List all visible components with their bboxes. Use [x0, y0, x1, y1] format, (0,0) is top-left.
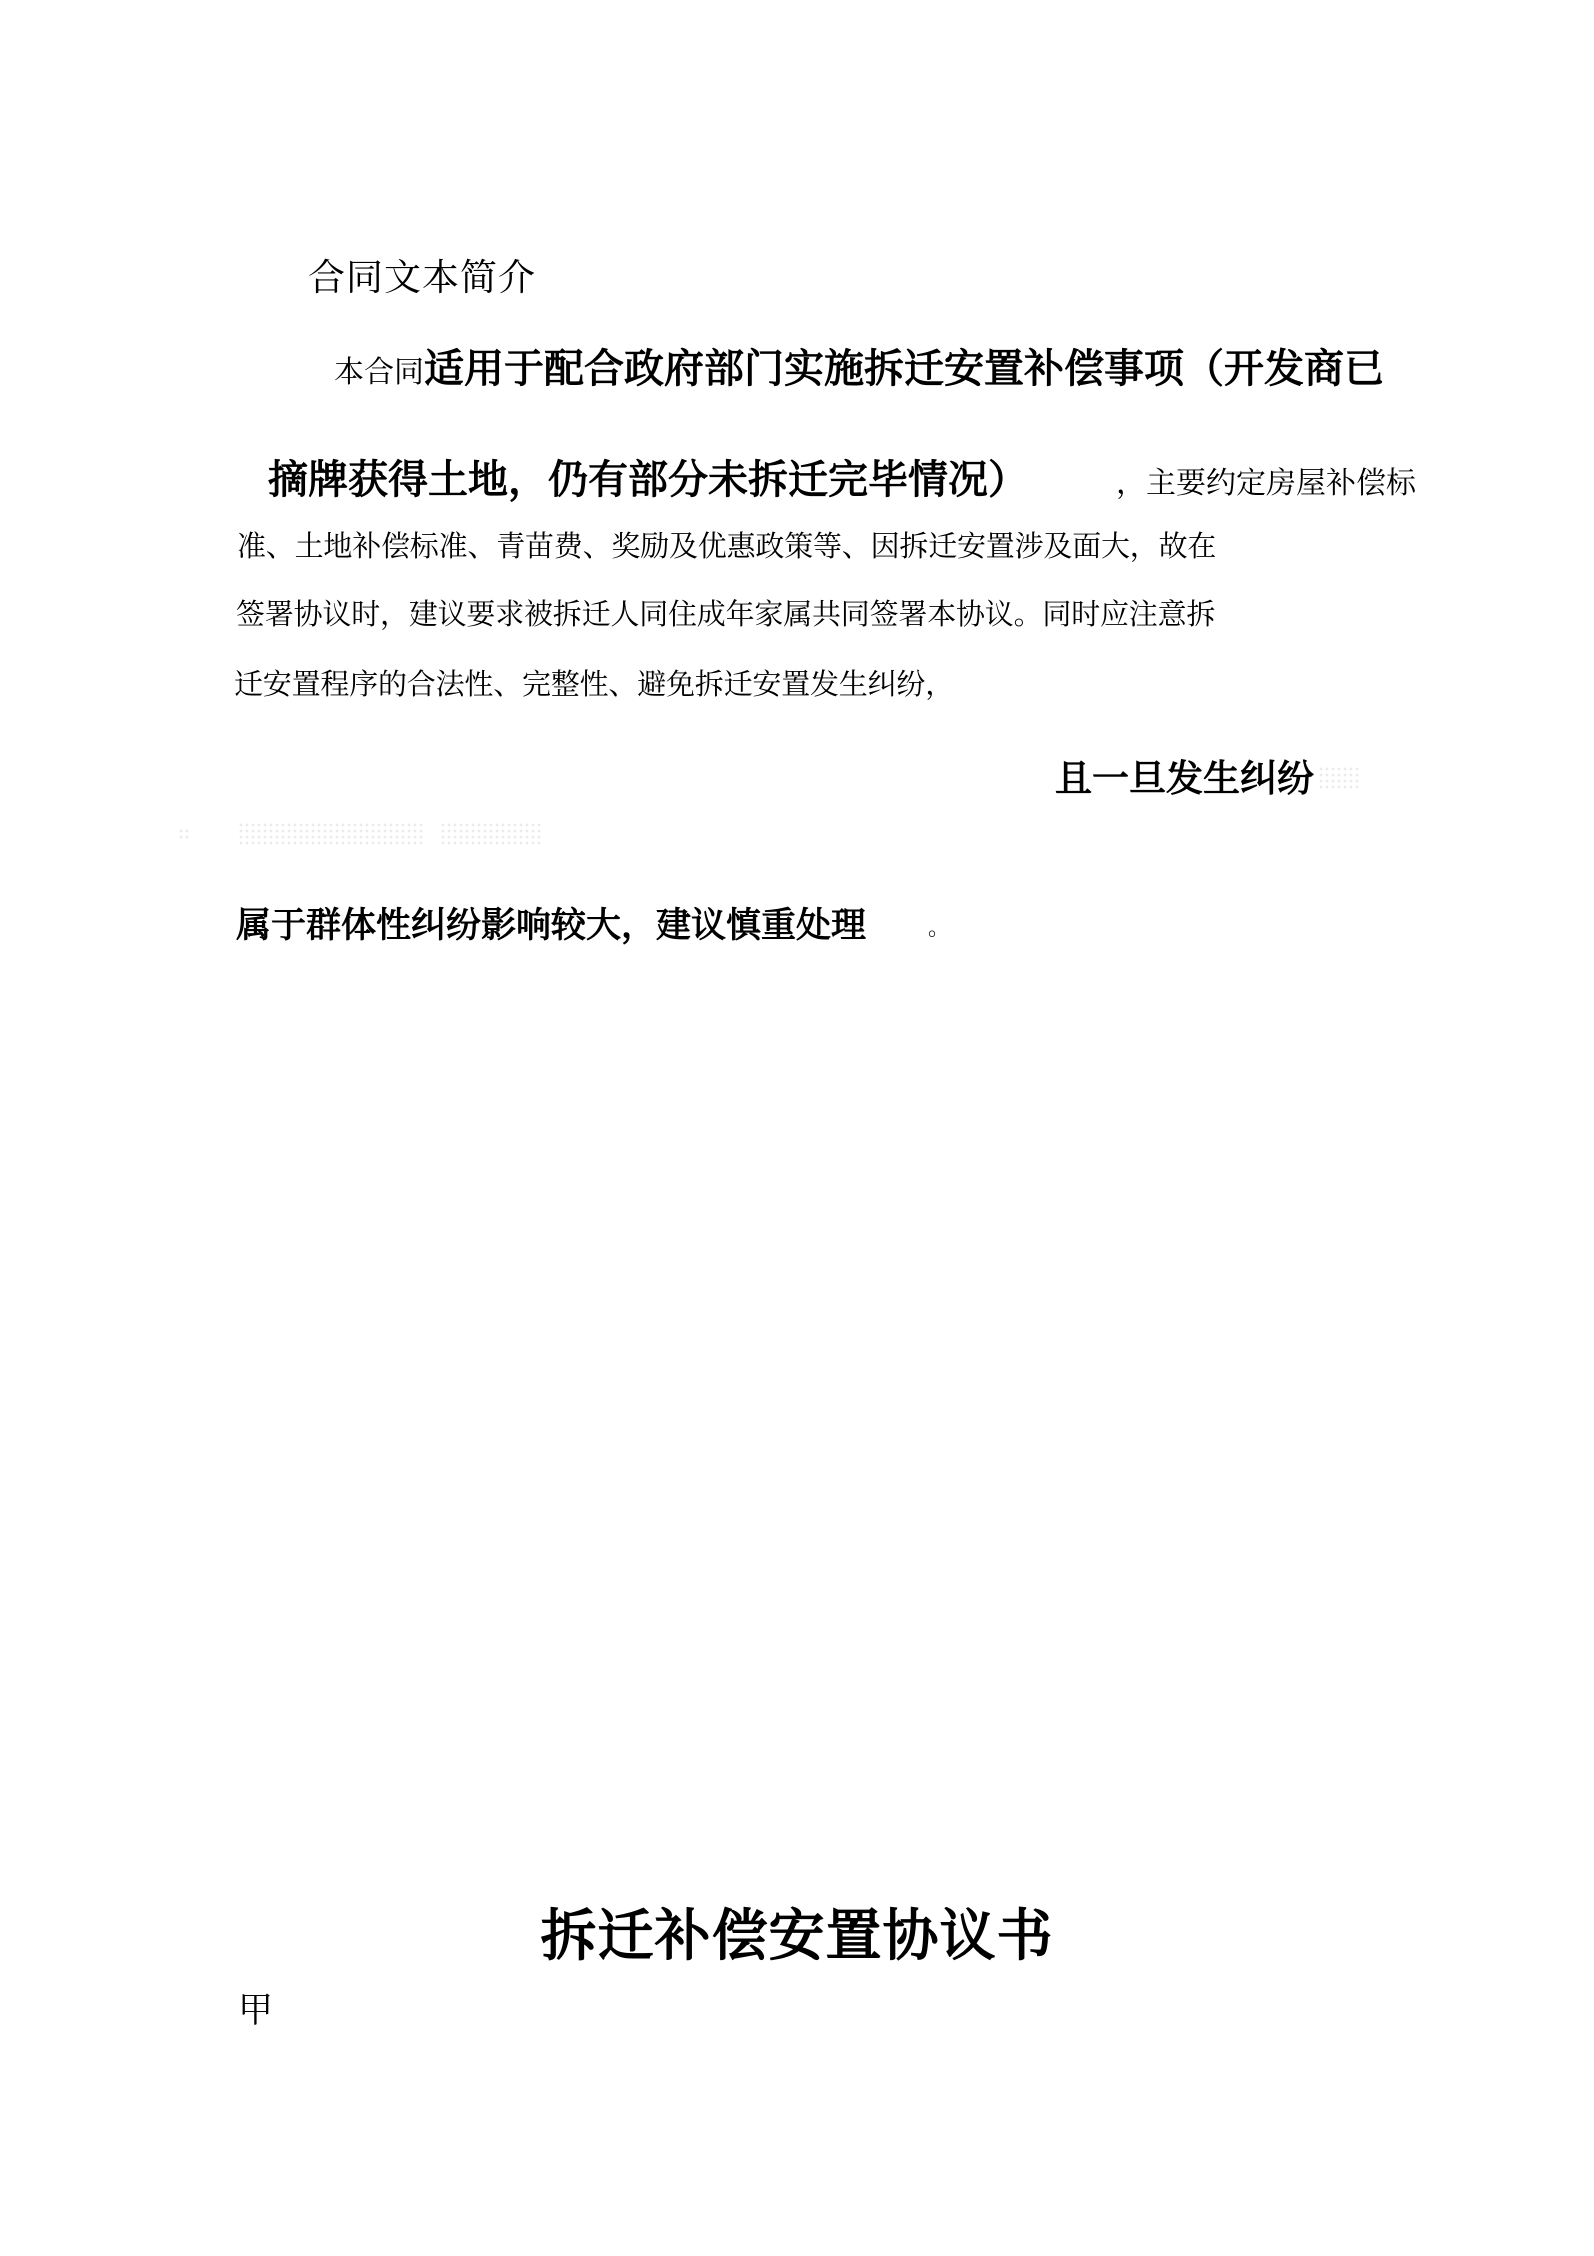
intro-line-1 — [334, 337, 1384, 394]
agreement-title: 拆迁补偿安置协议书 — [540, 1904, 1054, 1969]
faint-text-residue-right — [1318, 766, 1360, 788]
intro-line-7 — [236, 898, 950, 948]
intro-line-6: 且一旦发生纠纷 — [1055, 757, 1314, 800]
intro-line-4: 签署协议时，建议要求被拆迁人同住成年家属共同签署本协议。同时应注意拆 — [236, 597, 1216, 631]
intro-line-1-emphasis: 适用于配合政府部门实施拆迁安置补偿事项（开发商已 — [424, 346, 1384, 392]
intro-line-7-text: 属于群体性纠纷影响较大，建议慎重处理 — [236, 906, 867, 946]
party-a-label: 甲 — [238, 1991, 274, 2031]
intro-line-5: 迁安置程序的合法性、完整性、避免拆迁安置发生纠纷， — [234, 667, 955, 701]
intro-line-1-prefix: 本合同 — [334, 355, 424, 390]
section-heading: 合同文本简介 — [308, 256, 536, 299]
intro-line-2-emphasis: 摘牌获得土地，仍有部分未拆迁完毕情况） — [268, 457, 1028, 503]
faint-text-residue-line-a — [238, 822, 423, 846]
intro-line-3: 准、土地补偿标准、青苗费、奖励及优惠政策等、因拆迁安置涉及面大，故在 — [237, 529, 1217, 563]
faint-text-residue-line-b — [440, 822, 540, 846]
faint-text-residue-tick — [178, 828, 188, 838]
intro-line-2 — [268, 448, 1416, 505]
intro-line-2-suffix: ，主要约定房屋补偿标 — [1116, 466, 1416, 501]
intro-line-7-period: 。 — [928, 916, 951, 941]
